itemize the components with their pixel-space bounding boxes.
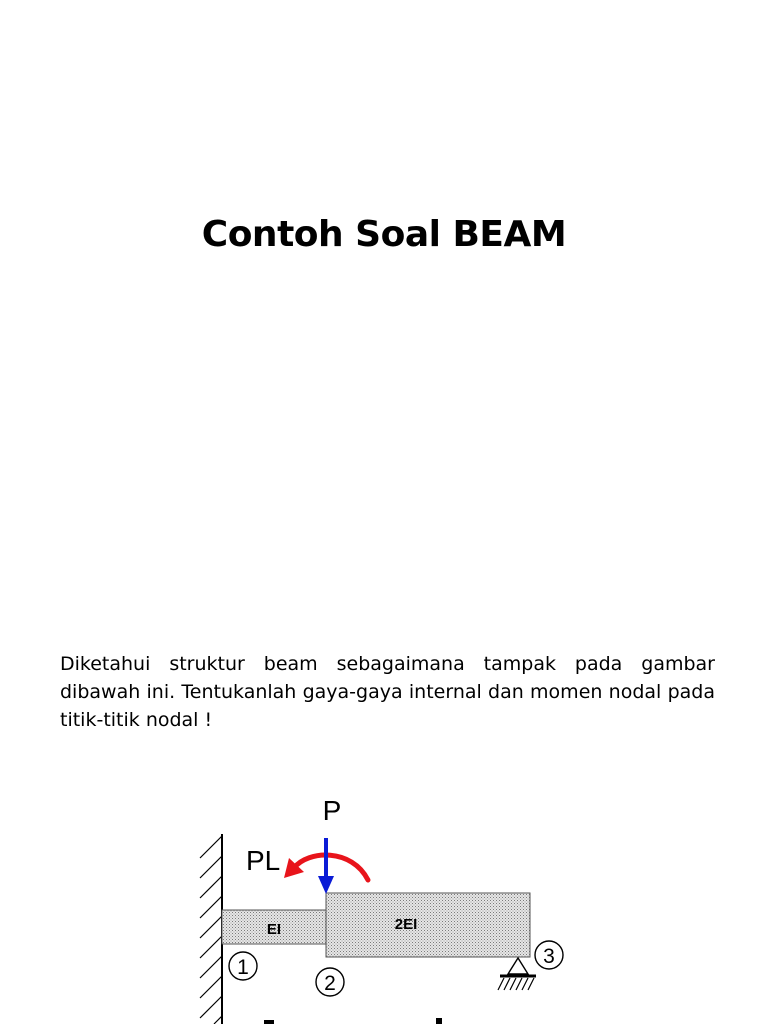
problem-statement: Diketahui struktur beam sebagaimana tampak pada gambar dibawah ini. Tentukanlah gaya-gaya internal dan momen nodal pada titik-titik nodal ! [60,653,715,731]
moment-label: PL [246,845,281,876]
pin-support [498,958,536,990]
node-1-label: 1 [237,956,249,979]
slide-title: Contoh Soal BEAM [201,214,567,255]
segment-1-label: EI [266,921,282,938]
load-arrow [318,838,334,894]
fixed-support [200,834,222,1024]
node-1-marker [229,952,257,980]
cropped-caption-fragment [264,1018,442,1024]
node-2-marker [316,968,344,996]
load-label: P [322,795,342,826]
node-3-label: 3 [543,945,555,968]
segment-2-label: 2EI [394,916,418,933]
node-2-label: 2 [324,972,336,995]
beam-segment-2 [326,893,530,957]
beam-diagram [190,792,555,1024]
node-3-marker [535,941,563,969]
